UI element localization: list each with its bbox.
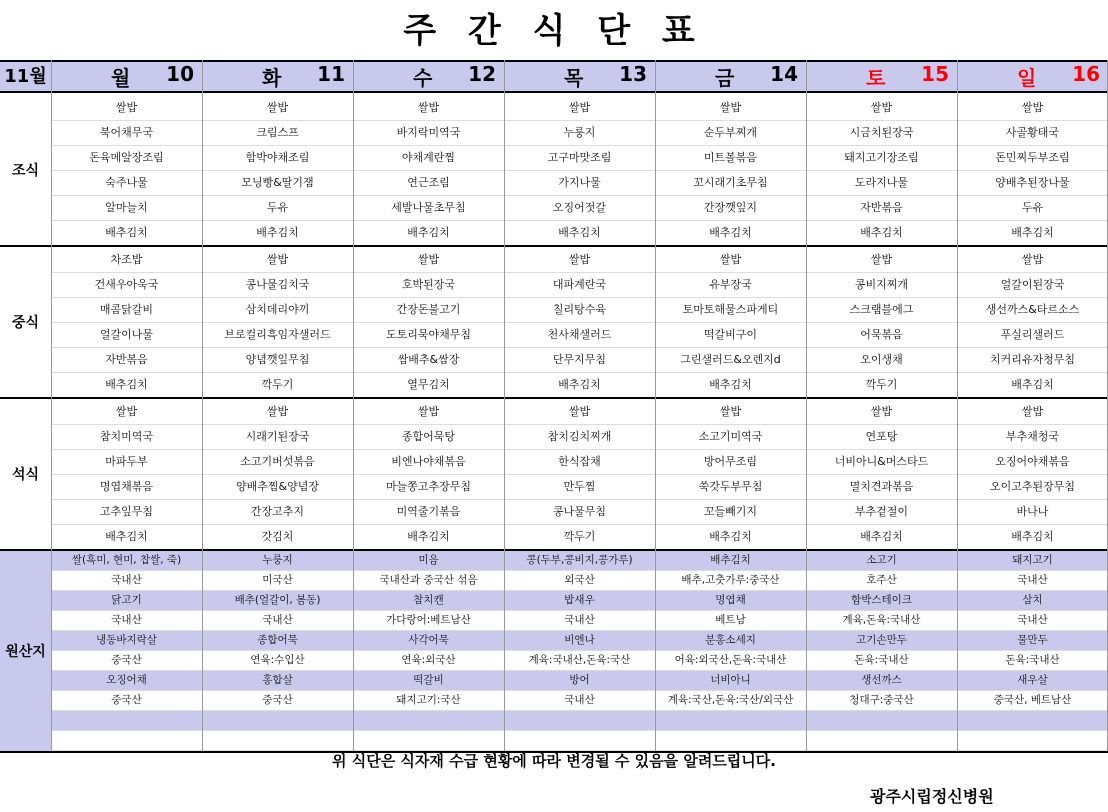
origin-country: 중국산, 베트남산	[993, 694, 1072, 706]
origin-item	[655, 711, 806, 730]
menu-cell: 세발나물초무침	[391, 201, 466, 214]
meal-label: 석식	[11, 467, 40, 483]
menu-cell: 건새우아욱국	[94, 278, 159, 291]
origin-item: 방어	[569, 674, 590, 686]
menu-cell: 바나나	[1016, 505, 1049, 518]
menu-cell: 미역줄기볶음	[396, 505, 461, 518]
menu-cell: 쌀밥	[568, 101, 591, 114]
origin-country: 계육:국내산,돈육:국산	[528, 654, 631, 666]
menu-cell: 얼갈이나물	[99, 328, 154, 341]
origin-item: 밥새우	[564, 594, 595, 606]
origin-country: 중국산	[262, 694, 293, 706]
menu-cell: 야채계란찜	[401, 151, 456, 164]
menu-cell: 차조밥	[110, 253, 143, 266]
menu-cell: 쌀밥	[568, 253, 591, 266]
menu-cell: 양배추찜&양념장	[236, 480, 319, 493]
menu-cell: 배추김치	[105, 226, 148, 239]
meal-label: 조식	[11, 163, 40, 179]
day-header-4	[655, 62, 806, 91]
origin-country: 미국산	[262, 574, 293, 586]
menu-cell: 가지나물	[558, 176, 601, 189]
column-divider	[504, 60, 505, 751]
column-divider	[51, 60, 52, 751]
menu-cell: 쌀밥	[1021, 405, 1044, 418]
menu-cell: 쌀밥	[870, 253, 893, 266]
day-name: 토	[866, 66, 886, 90]
origin-country: 외국산	[564, 574, 595, 586]
menu-cell: 방어무조림	[703, 455, 758, 468]
menu-cell: 쌀밥	[1021, 253, 1044, 266]
day-date: 15	[921, 62, 949, 86]
menu-cell: 푸실리샐러드	[1000, 328, 1065, 341]
menu-cell: 토마토해물스파게티	[682, 303, 779, 316]
menu-cell: 깍두기	[865, 378, 898, 391]
menu-cell: 참치김치찌개	[547, 430, 612, 443]
menu-cell: 삼치데리야끼	[245, 303, 310, 316]
origin-country: 연육:외국산	[401, 654, 456, 666]
menu-cell: 돈육메알장조림	[89, 151, 164, 164]
day-date: 11	[317, 62, 345, 86]
menu-cell: 꼬시래기초무침	[693, 176, 768, 189]
menu-cell: 호박된장국	[401, 278, 456, 291]
origin-item: 물만두	[1017, 634, 1048, 646]
origin-country: 돈육:국내산	[1005, 654, 1060, 666]
origin-item: 배추(얼갈이, 봄동)	[234, 594, 321, 606]
origin-country: 국내산	[262, 614, 293, 626]
menu-cell: 연포탕	[865, 430, 898, 443]
day-header-row	[51, 60, 1108, 93]
menu-cell: 양념깻잎무침	[245, 353, 310, 366]
menu-cell: 배추김치	[558, 378, 601, 391]
day-name: 월	[111, 66, 131, 90]
menu-cell: 고추잎무침	[99, 505, 154, 518]
menu-cell: 열무김치	[407, 378, 450, 391]
origin-country: 돼지고기:국산	[396, 694, 461, 706]
origin-item: 종합어묵	[257, 634, 298, 646]
column-divider	[655, 60, 656, 751]
origin-label: 원산지	[0, 551, 51, 751]
origin-item: 오징어채	[106, 674, 147, 686]
origin-item	[202, 711, 353, 730]
day-header-6	[957, 62, 1108, 91]
menu-cell: 배추김치	[860, 530, 903, 543]
origin-item: 홍합살	[262, 674, 293, 686]
menu-cell: 쌀밥	[266, 405, 289, 418]
origin-item: 누룽지	[262, 554, 293, 566]
menu-cell: 명엽채볶음	[99, 480, 154, 493]
menu-cell: 어묵볶음	[860, 328, 903, 341]
menu-cell: 갓김치	[261, 530, 294, 543]
menu-cell: 천사채샐러드	[547, 328, 612, 341]
origin-item: 생선까스	[861, 674, 902, 686]
origin-country: 돈육:국내산	[854, 654, 909, 666]
menu-cell: 쌀밥	[719, 405, 742, 418]
hospital-name: 광주시립정신병원	[870, 787, 994, 806]
menu-cell: 순두부찌개	[703, 126, 758, 139]
origin-country: 배추,고춧가루:중국산	[681, 574, 780, 586]
menu-cell: 배추김치	[1011, 530, 1054, 543]
origin-item: 함박스테이크	[851, 594, 912, 606]
origin-country: 계육,돈육:국내산	[842, 614, 921, 626]
menu-cell: 멸치견과볶음	[849, 480, 914, 493]
day-name: 화	[262, 66, 282, 90]
origin-item: 새우살	[1017, 674, 1048, 686]
menu-cell: 배추김치	[709, 226, 752, 239]
menu-cell: 두유	[1021, 201, 1044, 214]
menu-cell: 쌀밥	[870, 405, 893, 418]
day-header-5	[806, 62, 957, 91]
menu-cell: 종합어묵탕	[401, 430, 456, 443]
page-title: 주 간 식 단 표	[403, 11, 705, 51]
menu-cell: 쌀밥	[266, 101, 289, 114]
day-date: 12	[468, 62, 496, 86]
day-header-2	[353, 62, 504, 91]
origin-country: 베트남	[715, 614, 746, 626]
origin-country: 어육:외국산,돈육:국내산	[674, 654, 787, 666]
origin-item: 닭고기	[111, 594, 142, 606]
menu-cell: 브로컬리흑임자샐러드	[224, 328, 331, 341]
day-date: 14	[770, 62, 798, 86]
menu-cell: 쌀밥	[417, 253, 440, 266]
menu-cell: 유부장국	[709, 278, 752, 291]
day-header-3	[504, 62, 655, 91]
menu-cell: 마늘쫑고추장무침	[385, 480, 471, 493]
day-name: 일	[1017, 66, 1037, 90]
origin-country: 국내산	[564, 694, 595, 706]
menu-cell: 단무지무침	[552, 353, 607, 366]
menu-cell: 마파두부	[105, 455, 148, 468]
menu-cell: 콩비지찌개	[854, 278, 909, 291]
menu-cell: 오징어야채볶음	[995, 455, 1070, 468]
origin-item: 참치캔	[413, 594, 444, 606]
menu-cell: 북어채무국	[99, 126, 154, 139]
menu-cell: 꼬들빼기지	[703, 505, 758, 518]
origin-country: 중국산	[111, 654, 142, 666]
day-header-0	[51, 62, 202, 91]
origin-item: 사각어묵	[408, 634, 449, 646]
menu-cell: 배추김치	[105, 378, 148, 391]
menu-cell: 시금치된장국	[849, 126, 914, 139]
origin-item: 고기손만두	[856, 634, 907, 646]
origin-country: 국내산과 중국산 섞음	[379, 574, 478, 586]
menu-cell: 부추채청국	[1005, 430, 1060, 443]
menu-cell: 매콤닭갈비	[99, 303, 154, 316]
menu-cell: 얼갈이된장국	[1000, 278, 1065, 291]
menu-cell: 도라지나물	[854, 176, 909, 189]
menu-cell: 미트볼볶음	[703, 151, 758, 164]
origin-item: 냉동바지락살	[96, 634, 157, 646]
menu-cell: 숙주나물	[105, 176, 148, 189]
menu-cell: 쌀밥	[568, 405, 591, 418]
month-label: 11월	[0, 60, 51, 93]
menu-cell: 배추김치	[407, 530, 450, 543]
menu-cell: 돼지고기장조림	[844, 151, 919, 164]
column-divider	[202, 60, 203, 751]
menu-cell: 너비아니&머스타드	[834, 455, 929, 468]
menu-cell: 쌀밥	[1021, 101, 1044, 114]
menu-cell: 배추김치	[256, 226, 299, 239]
menu-cell: 쌀밥	[719, 101, 742, 114]
menu-cell: 소고기버섯볶음	[240, 455, 315, 468]
column-divider	[957, 60, 958, 751]
menu-cell: 깍두기	[563, 530, 596, 543]
column-divider	[806, 60, 807, 751]
menu-cell: 쌀밥	[417, 101, 440, 114]
menu-cell: 배추김치	[860, 226, 903, 239]
origin-country: 호주산	[866, 574, 897, 586]
day-name: 수	[413, 66, 433, 90]
menu-cell: 쌀밥	[870, 101, 893, 114]
menu-cell: 배추김치	[709, 530, 752, 543]
menu-cell: 오징어젓갈	[552, 201, 607, 214]
menu-cell: 모닝빵&딸기잼	[241, 176, 314, 189]
menu-cell: 배추김치	[407, 226, 450, 239]
menu-cell: 콩나물무침	[552, 505, 607, 518]
day-header-1	[202, 62, 353, 91]
origin-country: 계육:국산,돈육:국산/외국산	[667, 694, 794, 706]
menu-cell: 배추김치	[105, 530, 148, 543]
menu-cell: 배추김치	[1011, 378, 1054, 391]
menu-cell: 간장고추지	[250, 505, 305, 518]
menu-cell: 도토리묵야채무침	[385, 328, 471, 341]
menu-cell: 쌀밥	[115, 405, 138, 418]
menu-cell: 쌀밥	[417, 405, 440, 418]
menu-cell: 쌀밥	[115, 101, 138, 114]
menu-cell: 자반볶음	[860, 201, 903, 214]
day-date: 13	[619, 62, 647, 86]
origin-country: 연육:수입산	[250, 654, 305, 666]
menu-cell: 스크램블에그	[849, 303, 914, 316]
menu-cell: 함박야채조림	[245, 151, 310, 164]
menu-cell: 쌀밥	[719, 253, 742, 266]
menu-cell: 칠리탕수육	[552, 303, 607, 316]
origin-item	[353, 711, 504, 730]
origin-item: 비엔나	[564, 634, 595, 646]
origin-item: 삼치	[1022, 594, 1043, 606]
menu-cell: 생선까스&타르소스	[985, 303, 1080, 316]
origin-item	[806, 711, 957, 730]
day-date: 16	[1072, 62, 1100, 86]
menu-cell: 만두찜	[563, 480, 596, 493]
menu-cell: 오이생채	[860, 353, 903, 366]
origin-item: 소고기	[866, 554, 897, 566]
menu-cell: 한식잡채	[558, 455, 601, 468]
menu-cell: 콩나물김치국	[245, 278, 310, 291]
menu-cell: 간장깻잎지	[703, 201, 758, 214]
menu-cell: 시래기된장국	[245, 430, 310, 443]
origin-country: 청대구:중국산	[849, 694, 914, 706]
menu-cell: 참치미역국	[99, 430, 154, 443]
day-name: 목	[564, 66, 584, 90]
origin-country: 국내산	[111, 614, 142, 626]
menu-cell: 누룽지	[563, 126, 596, 139]
origin-item: 너비아니	[710, 674, 751, 686]
menu-cell: 바지락미역국	[396, 126, 461, 139]
menu-cell: 배추김치	[558, 226, 601, 239]
origin-item: 떡갈비	[413, 674, 444, 686]
menu-cell: 쌀밥	[266, 253, 289, 266]
origin-country: 국내산	[1017, 614, 1048, 626]
origin-item	[51, 711, 202, 730]
menu-cell: 알마늘치	[105, 201, 148, 214]
menu-cell: 돈민찌두부조림	[995, 151, 1070, 164]
origin-item: 콩(두부,콩비지,콩가루)	[526, 554, 633, 566]
menu-cell: 그린샐러드&오렌지d	[680, 353, 781, 366]
menu-cell: 사골황태국	[1005, 126, 1060, 139]
menu-cell: 양배추된장나물	[995, 176, 1070, 189]
menu-cell: 소고기미역국	[698, 430, 763, 443]
origin-country: 국내산	[111, 574, 142, 586]
column-divider	[353, 60, 354, 751]
origin-item	[504, 711, 655, 730]
origin-item: 돼지고기	[1012, 554, 1053, 566]
origin-item: 쌀(흑미, 현미, 찹쌀, 죽)	[71, 554, 182, 566]
origin-item: 미음	[418, 554, 439, 566]
origin-item: 분홍소세지	[705, 634, 756, 646]
origin-country: 국내산	[1017, 574, 1048, 586]
origin-item: 배추김치	[710, 554, 751, 566]
menu-cell: 배추김치	[709, 378, 752, 391]
menu-cell: 두유	[266, 201, 289, 214]
day-name: 금	[715, 66, 735, 90]
menu-cell: 자반볶음	[105, 353, 148, 366]
menu-cell: 크림스프	[256, 126, 299, 139]
menu-cell: 연근조림	[407, 176, 450, 189]
menu-cell: 비엔나야채볶음	[391, 455, 466, 468]
menu-cell: 간장돈불고기	[396, 303, 461, 316]
menu-cell: 오이고추된장무침	[989, 480, 1075, 493]
menu-cell: 쑥갓두부무침	[698, 480, 763, 493]
origin-country: 가다랑어:베트남산	[386, 614, 471, 626]
menu-cell: 부추겉절이	[854, 505, 909, 518]
notice-text: 위 식단은 식자재 수급 현황에 따라 변경될 수 있음을 알려드립니다.	[332, 752, 776, 770]
origin-country: 국내산	[564, 614, 595, 626]
menu-cell: 깍두기	[261, 378, 294, 391]
menu-cell: 떡갈비구이	[703, 328, 758, 341]
menu-cell: 고구마맛조림	[547, 151, 612, 164]
menu-cell: 배추김치	[1011, 226, 1054, 239]
origin-item: 명엽채	[715, 594, 746, 606]
origin-country: 중국산	[111, 694, 142, 706]
menu-cell: 치커리유자청무침	[989, 353, 1075, 366]
menu-cell: 대파계란국	[552, 278, 607, 291]
meal-label: 중식	[11, 315, 40, 331]
origin-item	[957, 711, 1108, 730]
menu-cell: 쌈배추&쌈장	[397, 353, 460, 366]
day-date: 10	[166, 62, 194, 86]
